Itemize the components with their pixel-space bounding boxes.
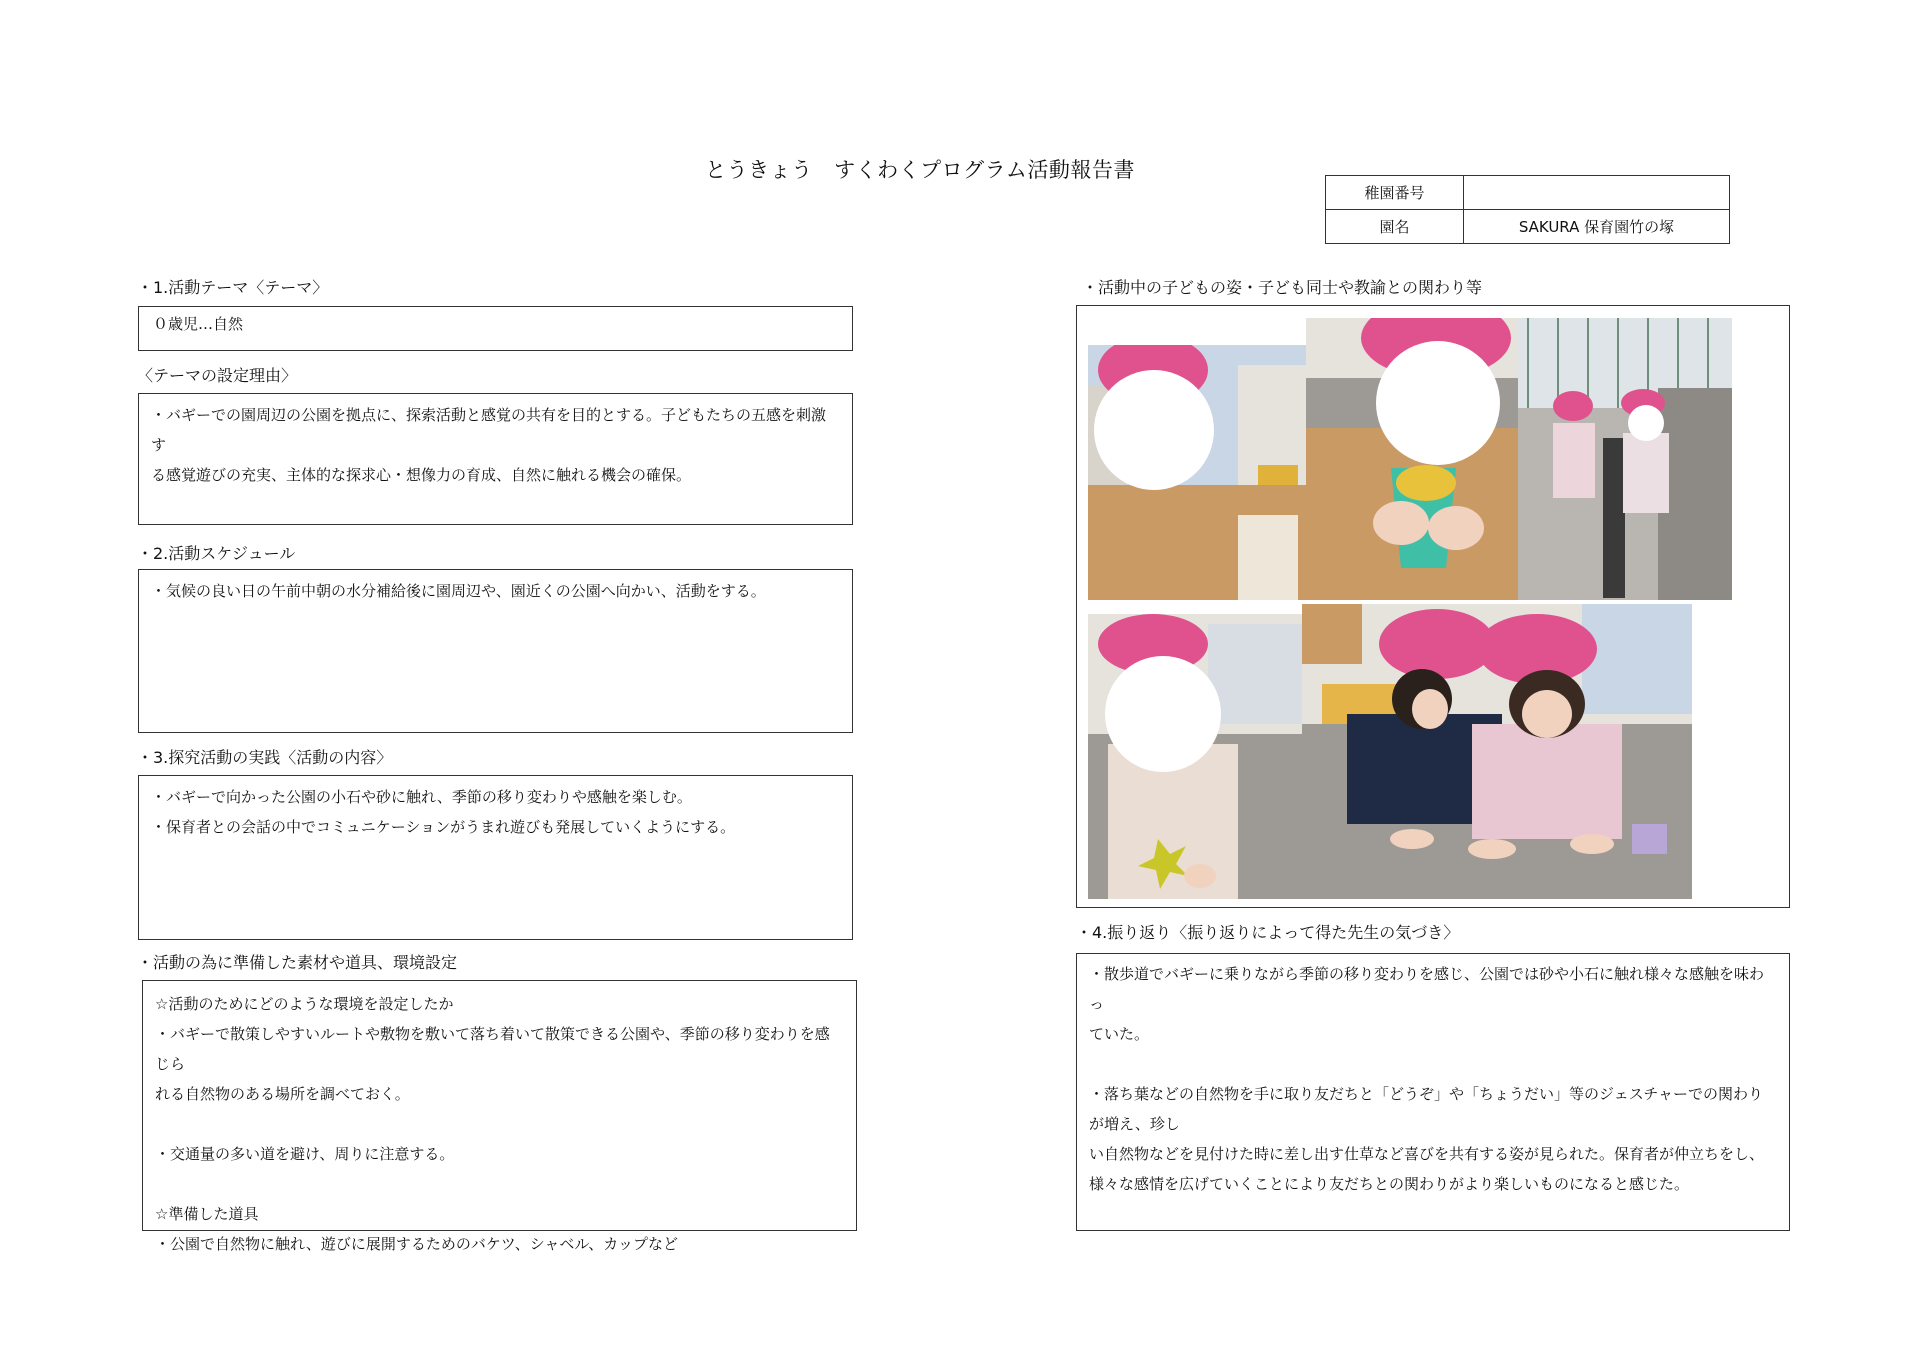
reflection-line: 様々な感情を広げていくことにより友だちとの関わりがより楽しいものになると感じた。: [1089, 1175, 1690, 1193]
page-title: とうきょう すくわくプログラム活動報告書: [705, 158, 1135, 182]
photo-child-leaf-2: [1306, 318, 1518, 600]
reason-line: る感覚遊びの充実、主体的な探求心・想像力の育成、自然に触れる機会の確保。: [151, 466, 692, 484]
photo-children-ground: [1302, 604, 1692, 899]
materials-line: ☆活動のためにどのような環境を設定したか: [155, 995, 454, 1013]
reflection-line: ていた。: [1089, 1025, 1150, 1043]
section3-heading: ・3.探究活動の実践〈活動の内容〉: [137, 748, 393, 767]
practice-line: ・保育者との会話の中でコミュニケーションがうまれ遊びも発展していくようにする。: [151, 818, 736, 836]
materials-line: ☆準備した道具: [155, 1205, 259, 1223]
school-number-label: 稚園番号: [1326, 176, 1464, 210]
reflection-line: [1089, 1049, 1777, 1079]
materials-line: れる自然物のある場所を調べておく。: [155, 1085, 410, 1103]
reflection-line: ・散歩道でバギーに乗りながら季節の移り変わりを感じ、公園では砂や小石に触れ様々な感触を味わっ: [1089, 965, 1765, 1013]
school-number-value: [1464, 176, 1730, 210]
section2-heading: ・2.活動スケジュール: [137, 544, 296, 563]
materials-line: ・バギーで散策しやすいルートや敷物を敷いて落ち着いて散策できる公園や、季節の移り変わりを感じら: [155, 1025, 830, 1073]
materials-line: ・公園で自然物に触れ、遊びに展開するためのバケツ、シャベル、カップなど: [155, 1235, 679, 1253]
reflection-box: [1076, 953, 1790, 1231]
section1-heading: ・1.活動テーマ〈テーマ〉: [137, 278, 329, 297]
reason-box: [138, 393, 853, 525]
reflection-line: い自然物などを見付けた時に差し出す仕草など喜びを共有する姿が見られた。保育者が仲立ちをし、: [1089, 1145, 1765, 1163]
reason-heading: 〈テーマの設定理由〉: [137, 366, 298, 385]
school-name-value: SAKURA 保育園竹の塚: [1464, 210, 1730, 244]
school-name-label: 園名: [1326, 210, 1464, 244]
materials-heading: ・活動の為に準備した素材や道具、環境設定: [137, 953, 458, 972]
theme-box: [138, 306, 853, 351]
materials-line: [155, 1169, 844, 1199]
materials-line: ・交通量の多い道を避け、周りに注意する。: [155, 1145, 455, 1163]
photo-children-fence: [1518, 318, 1732, 600]
photo-child-leaf-3: [1088, 614, 1302, 899]
photos-heading: ・活動中の子どもの姿・子ども同士や教諭との関わり等: [1082, 278, 1483, 297]
materials-line: [155, 1109, 844, 1139]
reason-line: ・バギーでの園周辺の公園を拠点に、探索活動と感覚の共有を目的とする。子どもたちの五感を刺激す: [151, 406, 827, 454]
practice-line: ・バギーで向かった公園の小石や砂に触れ、季節の移り変わりや感触を楽しむ。: [151, 788, 692, 806]
reflection-line: ・落ち葉などの自然物を手に取り友だちと「どうぞ」や「ちょうだい」等のジェスチャーでの関わりが増え、珍し: [1089, 1085, 1763, 1133]
materials-box: [142, 980, 857, 1253]
schedule-line: ・気候の良い日の午前中朝の水分補給後に園周辺や、園近くの公園へ向かい、活動をする。: [151, 582, 766, 600]
practice-box: [138, 775, 853, 940]
theme-text: ０歳児…自然: [153, 315, 244, 333]
section4-heading: ・4.振り返り〈振り返りによって得た先生の気づき〉: [1076, 923, 1460, 942]
photo-child-leaf-1: [1088, 345, 1306, 600]
school-info-table: [1325, 175, 1730, 244]
schedule-box: [138, 569, 853, 733]
